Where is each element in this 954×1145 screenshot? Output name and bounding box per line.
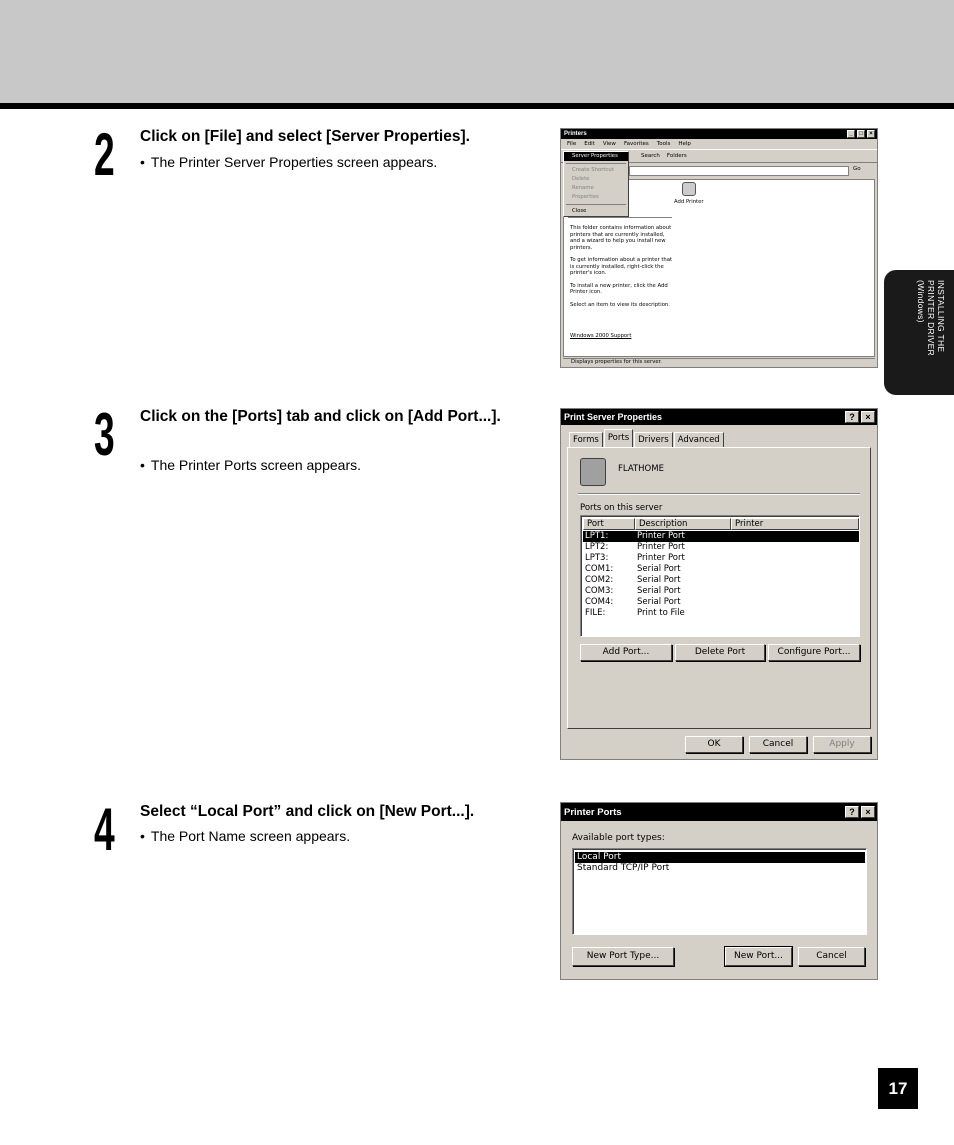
menu-file[interactable]: File — [567, 141, 577, 147]
close-button[interactable]: × — [861, 806, 875, 818]
close-button[interactable]: × — [867, 130, 875, 138]
support-link[interactable]: Windows 2000 Support — [570, 333, 632, 339]
ports-list-header — [583, 518, 859, 530]
search-button[interactable]: Search — [641, 153, 660, 159]
info-divider — [568, 217, 672, 218]
column-port[interactable]: Port — [583, 518, 635, 530]
cancel-button[interactable]: Cancel — [798, 947, 865, 966]
delete-port-button[interactable]: Delete Port — [675, 644, 765, 661]
divider — [578, 493, 860, 494]
server-name: FLATHOME — [618, 464, 664, 474]
table-row[interactable]: FILE: Print to File — [585, 608, 685, 618]
menu-item-server-properties[interactable]: Server Properties — [564, 152, 628, 161]
add-port-button[interactable]: Add Port... — [580, 644, 672, 661]
menu-edit[interactable]: Edit — [584, 141, 595, 147]
page-number: 17 — [878, 1068, 918, 1109]
tab-strip — [569, 432, 725, 447]
menu-item-create-shortcut: Create Shortcut — [572, 167, 614, 173]
minimize-button[interactable]: _ — [847, 130, 855, 138]
folders-button[interactable]: Folders — [666, 153, 687, 159]
section-side-tab — [884, 270, 954, 395]
menu-tools[interactable]: Tools — [656, 141, 671, 147]
table-row[interactable]: COM1: Serial Port — [585, 564, 681, 574]
apply-button: Apply — [813, 736, 871, 753]
menu-item-rename: Rename — [572, 185, 594, 191]
menu-bar — [561, 139, 877, 149]
menu-favorites[interactable]: Favorites — [623, 141, 649, 147]
ports-label: Ports on this server — [580, 503, 663, 513]
list-item-local-port[interactable]: Local Port — [575, 852, 865, 863]
print-server-titlebar — [561, 409, 877, 425]
new-port-button[interactable]: New Port... — [725, 947, 792, 966]
table-row[interactable]: LPT1: Printer Port — [583, 531, 859, 542]
menu-item-properties: Properties — [572, 194, 599, 200]
available-port-types-label: Available port types: — [572, 833, 665, 843]
step-bullet: • The Printer Ports screen appears. — [140, 457, 362, 473]
step-bullet: • The Port Name screen appears. — [140, 828, 351, 844]
tab-advanced[interactable]: Advanced — [674, 432, 724, 447]
ports-tab-panel — [567, 447, 871, 729]
port-types-list[interactable] — [572, 848, 867, 935]
step-number: 4 — [94, 796, 114, 863]
ports-list[interactable] — [580, 515, 860, 637]
menu-item-close[interactable]: Close — [572, 208, 587, 214]
server-icon — [580, 458, 606, 486]
window-title: Printers — [564, 131, 587, 137]
step-title: Select “Local Port” and click on [New Port...]. — [140, 803, 475, 820]
column-printer[interactable]: Printer — [731, 518, 859, 530]
printers-titlebar — [561, 129, 877, 139]
step-bullet: • The Printer Server Properties screen appears. — [140, 154, 438, 170]
tab-ports[interactable]: Ports — [604, 429, 633, 447]
help-button[interactable]: ? — [845, 411, 859, 423]
info-panel: This folder contains information about printers that are currently installed, and a wizard to help you install new printers. To get information about a printer that is currently installed, right-click the printer's icon. To install a new printer, click the Add Printer icon. Select an item to view its description. — [570, 225, 673, 308]
table-row[interactable]: COM2: Serial Port — [585, 575, 681, 585]
print-server-properties-window — [560, 408, 878, 760]
close-button[interactable]: × — [861, 411, 875, 423]
new-port-type-button[interactable]: New Port Type... — [572, 947, 674, 966]
printers-window — [560, 128, 878, 368]
address-input[interactable] — [629, 166, 849, 176]
tab-forms[interactable]: Forms — [569, 432, 603, 447]
menu-item-delete: Delete — [572, 176, 590, 182]
column-description[interactable]: Description — [635, 518, 731, 530]
step-title: Click on [File] and select [Server Properties]. — [140, 128, 470, 145]
printer-ports-window — [560, 802, 878, 980]
table-row[interactable]: LPT3: Printer Port — [585, 553, 685, 563]
header-band — [0, 0, 954, 103]
file-menu-dropdown — [563, 151, 629, 217]
step-number: 3 — [94, 401, 114, 468]
section-side-tab-label: INSTALLING THE PRINTER DRIVER (Windows) — [916, 280, 946, 356]
step-number: 2 — [94, 121, 114, 188]
help-button[interactable]: ? — [845, 806, 859, 818]
printer-ports-titlebar — [561, 803, 877, 821]
ports-rows — [583, 531, 859, 619]
window-title: Printer Ports — [564, 806, 622, 818]
tab-drivers[interactable]: Drivers — [634, 432, 673, 447]
menu-help[interactable]: Help — [678, 141, 691, 147]
table-row[interactable]: COM3: Serial Port — [585, 586, 681, 596]
add-printer-icon[interactable] — [682, 182, 696, 196]
menu-view[interactable]: View — [602, 141, 616, 147]
maximize-button[interactable]: □ — [857, 130, 865, 138]
table-row[interactable]: COM4: Serial Port — [585, 597, 681, 607]
cancel-button[interactable]: Cancel — [749, 736, 807, 753]
list-item-tcpip-port[interactable]: Standard TCP/IP Port — [577, 863, 670, 873]
status-bar: Displays properties for this server. — [563, 358, 875, 367]
add-printer-label[interactable]: Add Printer — [674, 199, 704, 205]
ok-button[interactable]: OK — [685, 736, 743, 753]
step-title: Click on the [Ports] tab and click on [Add Port...]. — [140, 408, 501, 425]
go-button[interactable]: Go — [853, 166, 861, 172]
table-row[interactable]: LPT2: Printer Port — [585, 542, 685, 552]
header-rule — [0, 103, 954, 109]
window-title: Print Server Properties — [564, 412, 663, 422]
configure-port-button[interactable]: Configure Port... — [768, 644, 860, 661]
